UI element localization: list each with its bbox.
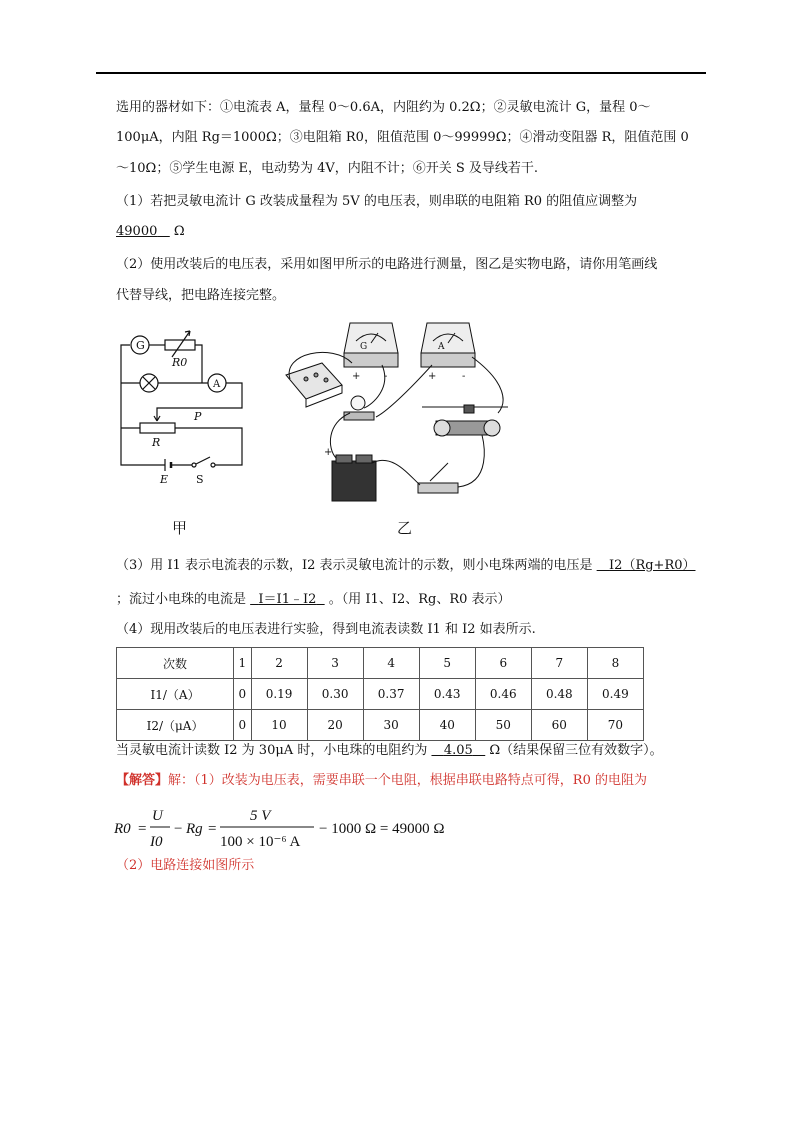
label-g: G [136,339,145,352]
label-minus-g: - [384,371,388,382]
label-plus-battery: + [324,447,333,458]
switch-icon [418,483,458,493]
table-cell: 0.48 [531,679,587,710]
label-s: S [196,473,204,486]
apparatus-illustration [272,313,522,518]
caption-right: 乙 [397,519,413,537]
table-cell: 70 [587,710,643,741]
intro-line-1: 选用的器材如下：①电流表 A，量程 0～0.6A，内阻约为 0.2Ω；②灵敏电流计 G，量程 0～ [116,100,651,115]
formula-rg: Rg [186,821,203,837]
caption-left: 甲 [172,519,188,537]
q3-line-2-text: ；流过小电珠的电流是 [116,592,247,607]
q4-result-post: Ω（结果保留三位有效数字）。 [489,743,663,758]
q4-result-line [116,742,663,760]
svg-text:=: = [208,821,217,837]
formula-tail: − 1000 Ω = 49000 Ω [319,821,445,837]
intro-line-2: 100μA，内阻 Rg＝1000Ω；③电阻箱 R0，阻值范围 0～99999Ω；④滑动变阻器 R，阻值范围 0 [116,130,689,145]
table-cell: 60 [531,710,587,741]
table-cell: 0.43 [419,679,475,710]
label-plus-g: + [352,371,361,382]
formula-frac1-num: U [152,808,163,824]
q1-unit: Ω [173,224,185,239]
table-cell: I1/（A） [117,679,234,710]
q4-result-answer [431,743,485,758]
circuit-diagram [110,325,260,485]
table-cell: 8 [587,648,643,679]
table-cell: 20 [307,710,363,741]
svg-text:=: = [138,821,147,837]
ammeter-icon [421,323,475,353]
label-e: E [160,473,169,486]
table-header-row [117,648,644,679]
table-cell: I2/（μA） [117,710,234,741]
q1-answer-line [116,223,185,241]
table-cell: 0 [234,679,251,710]
q4-text: （4）现用改装后的电压表进行实验，得到电流表读数 I1 和 I2 如表所示. [116,622,536,637]
galvanometer-icon [344,323,398,353]
solution-step-2: （2）电路连接如图所示 [116,858,255,873]
solution-formula [114,798,534,858]
formula-frac1-den: I0 [150,834,163,850]
table-cell: 3 [307,648,363,679]
q3-line-2 [116,591,511,609]
solution-tag: 【解答】 [116,773,169,788]
resistance-box-icon [286,363,342,399]
table-cell: 2 [251,648,307,679]
solution-line [116,772,647,790]
table-cell: 0 [234,710,251,741]
table-cell: 次数 [117,648,234,679]
intro-line-3: ～10Ω；⑤学生电源 E，电动势为 4V，内阻不计；⑥开关 S 及导线若干. [116,161,539,176]
label-a: A [213,379,221,390]
table-cell: 4 [363,648,419,679]
q3-answer-voltage [597,558,696,573]
svg-text:−: − [174,821,183,837]
table-cell: 40 [419,710,475,741]
table-cell: 0.30 [307,679,363,710]
battery-icon [332,461,376,501]
table-row [117,710,644,741]
table-cell: 0.37 [363,679,419,710]
table-cell: 1 [234,648,251,679]
label-plus-a: + [428,371,437,382]
q3-line-1 [116,557,696,575]
table-cell: 50 [475,710,531,741]
solution-text: 解：（1）改装为电压表，需要串联一个电阻，根据串联电路特点可得，R0 的电阻为 [168,773,647,788]
q4-result-answer-text: 4.05 [443,743,473,758]
bulb-icon [351,396,365,410]
q2-line-2: 代替导线，把电路连接完整。 [116,288,286,303]
label-a-meter: A [438,342,445,352]
q3-line-1-text: （3）用 I1 表示电流表的示数，I2 表示灵敏电流计的示数，则小电珠两端的电压是 [116,558,593,573]
label-minus-a: - [462,371,466,382]
q1-answer: 49000 [116,224,158,239]
q4-result-pre: 当灵敏电流计读数 I2 为 30μA 时，小电珠的电阻约为 [116,743,428,758]
label-r: R [152,436,161,449]
label-p: P [194,410,202,423]
formula-frac2-num: 5 V [250,808,271,824]
q1-text: （1）若把灵敏电流计 G 改装成量程为 5V 的电压表，则串联的电阻箱 R0 的阻值应调整为 [116,194,638,209]
table-row [117,679,644,710]
label-g-meter: G [360,342,368,352]
table-cell: 10 [251,710,307,741]
table-cell: 0.49 [587,679,643,710]
q3-answer-voltage-text: I2（Rg+R0） [609,558,696,573]
table-cell: 0.19 [251,679,307,710]
header-rule [96,72,706,74]
data-table [116,647,644,741]
table-cell: 6 [475,648,531,679]
q3-line-2-post: 。（用 I1、I2、Rg、R0 表示） [328,592,511,607]
formula-lhs: R0 [114,821,131,837]
q2-line-1: （2）使用改装后的电压表，采用如图甲所示的电路进行测量，图乙是实物电路，请你用笔画线 [116,257,658,272]
table-cell: 7 [531,648,587,679]
table-cell: 5 [419,648,475,679]
table-cell: 0.46 [475,679,531,710]
table-cell: 30 [363,710,419,741]
label-r0: R0 [172,356,188,369]
formula-frac2-den: 100 × 10⁻⁶ A [220,834,301,850]
q3-answer-current-text: I＝I1﹣I2 [258,592,317,607]
q3-answer-current [250,592,324,607]
